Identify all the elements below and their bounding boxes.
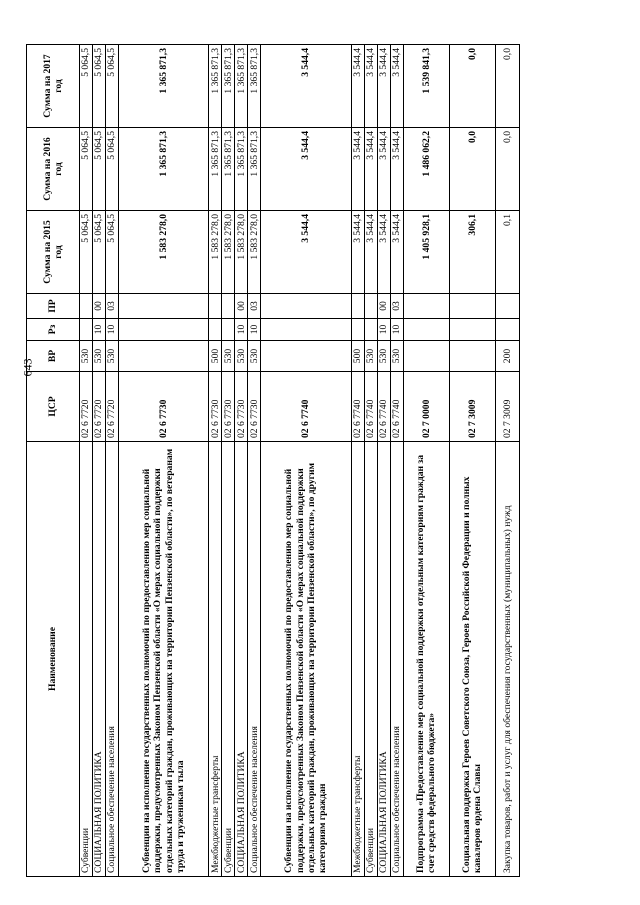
cell-2016: 1 365 871,3 <box>119 128 209 211</box>
cell-rz: 10 <box>106 319 119 341</box>
budget-table <box>26 44 520 877</box>
cell-csr: 02 6 7720 <box>80 372 93 442</box>
cell-csr: 02 6 7720 <box>93 372 106 442</box>
table-row <box>261 45 351 877</box>
cell-name: Межбюджетные трансферты <box>351 442 364 877</box>
cell-2015: 5 064,5 <box>106 211 119 294</box>
cell-2017: 3 544,4 <box>351 45 364 128</box>
cell-2017: 5 064,5 <box>106 45 119 128</box>
table-row <box>235 45 248 877</box>
cell-vr: 530 <box>106 341 119 372</box>
header-name: Наименование <box>27 442 80 877</box>
header-2015: Сумма на 2015 год <box>27 211 80 294</box>
cell-vr: 530 <box>377 341 390 372</box>
cell-2017: 1 365 871,3 <box>235 45 248 128</box>
cell-2015: 1 583 278,0 <box>209 211 222 294</box>
table-row <box>106 45 119 877</box>
cell-vr <box>261 341 351 372</box>
cell-pr: 03 <box>248 294 261 319</box>
cell-2016: 3 544,4 <box>364 128 377 211</box>
cell-pr <box>119 294 209 319</box>
cell-2017: 1 365 871,3 <box>222 45 235 128</box>
cell-2017: 1 365 871,3 <box>119 45 209 128</box>
cell-rz <box>80 319 93 341</box>
cell-2015: 0,1 <box>495 211 519 294</box>
cell-2016: 5 064,5 <box>80 128 93 211</box>
cell-pr: 03 <box>106 294 119 319</box>
cell-2017: 1 365 871,3 <box>209 45 222 128</box>
cell-name: СОЦИАЛЬНАЯ ПОЛИТИКА <box>235 442 248 877</box>
cell-2016: 3 544,4 <box>261 128 351 211</box>
cell-pr: 00 <box>377 294 390 319</box>
cell-csr: 02 7 3009 <box>495 372 519 442</box>
header-csr: ЦСР <box>27 372 80 442</box>
table-row <box>209 45 222 877</box>
cell-pr: 03 <box>390 294 403 319</box>
cell-name: СОЦИАЛЬНАЯ ПОЛИТИКА <box>377 442 390 877</box>
cell-pr <box>222 294 235 319</box>
cell-vr: 530 <box>93 341 106 372</box>
cell-vr: 530 <box>364 341 377 372</box>
cell-csr: 02 6 7720 <box>106 372 119 442</box>
cell-vr <box>119 341 209 372</box>
cell-2016: 3 544,4 <box>377 128 390 211</box>
cell-vr <box>449 341 495 372</box>
cell-name: Субвенции <box>364 442 377 877</box>
cell-vr: 530 <box>222 341 235 372</box>
cell-rz <box>119 319 209 341</box>
cell-vr: 530 <box>80 341 93 372</box>
cell-rz <box>495 319 519 341</box>
cell-rz <box>403 319 449 341</box>
cell-2016: 5 064,5 <box>93 128 106 211</box>
cell-name: Межбюджетные трансферты <box>209 442 222 877</box>
cell-pr: 00 <box>93 294 106 319</box>
cell-csr: 02 6 7730 <box>235 372 248 442</box>
cell-rz <box>449 319 495 341</box>
header-rz: Рз <box>27 319 80 341</box>
cell-vr: 200 <box>495 341 519 372</box>
table-row <box>403 45 449 877</box>
cell-2017: 0,0 <box>449 45 495 128</box>
cell-2017: 3 544,4 <box>261 45 351 128</box>
cell-2015: 1 583 278,0 <box>248 211 261 294</box>
cell-csr: 02 6 7740 <box>390 372 403 442</box>
cell-name: Социальное обеспечение населения <box>390 442 403 877</box>
cell-2015: 1 583 278,0 <box>119 211 209 294</box>
cell-name: Субвенции на исполнение государственных полномочий по предоставлению мер социальной поддержки, предусмотренных Законом Пензенской области «О мерах социальной поддержки отдельных категорий граждан, проживающих на территории Пензенской области», по другим категориям граждан <box>261 442 351 877</box>
cell-rz <box>364 319 377 341</box>
cell-vr <box>403 341 449 372</box>
cell-2015: 3 544,4 <box>261 211 351 294</box>
cell-2016: 3 544,4 <box>390 128 403 211</box>
cell-rz <box>222 319 235 341</box>
cell-2016: 1 486 062,2 <box>403 128 449 211</box>
cell-rz <box>351 319 364 341</box>
cell-name: Субвенции на исполнение государственных полномочий по предоставлению мер социальной поддержки, предусмотренных Законом Пензенской области «О мерах социальной поддержки отдельных категорий граждан, проживающих на территории Пензенской области», по ветеранам труда и труженикам тыла <box>119 442 209 877</box>
cell-2017: 0,0 <box>495 45 519 128</box>
table-row <box>119 45 209 877</box>
cell-2016: 1 365 871,3 <box>235 128 248 211</box>
cell-csr: 02 6 7740 <box>261 372 351 442</box>
table-row <box>222 45 235 877</box>
cell-2017: 1 365 871,3 <box>248 45 261 128</box>
cell-pr <box>261 294 351 319</box>
cell-2017: 5 064,5 <box>80 45 93 128</box>
cell-2016: 5 064,5 <box>106 128 119 211</box>
table-row <box>377 45 390 877</box>
cell-2015: 5 064,5 <box>93 211 106 294</box>
table-row <box>351 45 364 877</box>
cell-vr: 530 <box>248 341 261 372</box>
cell-name: Подпрограмма «Предоставление мер социальной поддержки отдельным категориям граждан за счет средств федерального бюджета» <box>403 442 449 877</box>
cell-2015: 1 583 278,0 <box>235 211 248 294</box>
cell-pr <box>495 294 519 319</box>
cell-2016: 3 544,4 <box>351 128 364 211</box>
cell-vr: 500 <box>351 341 364 372</box>
cell-2016: 0,0 <box>449 128 495 211</box>
header-vr: ВР <box>27 341 80 372</box>
cell-2017: 3 544,4 <box>390 45 403 128</box>
cell-name: Субвенции <box>80 442 93 877</box>
cell-vr: 500 <box>209 341 222 372</box>
cell-name: Социальное обеспечение населения <box>106 442 119 877</box>
cell-rz: 10 <box>93 319 106 341</box>
cell-2016: 1 365 871,3 <box>222 128 235 211</box>
table-row <box>248 45 261 877</box>
cell-name: СОЦИАЛЬНАЯ ПОЛИТИКА <box>93 442 106 877</box>
cell-rz: 10 <box>377 319 390 341</box>
table-row <box>364 45 377 877</box>
cell-2015: 1 583 278,0 <box>222 211 235 294</box>
cell-2015: 306,1 <box>449 211 495 294</box>
cell-rz: 10 <box>248 319 261 341</box>
cell-csr: 02 6 7740 <box>377 372 390 442</box>
page-number: 643 <box>20 358 35 377</box>
cell-rz <box>209 319 222 341</box>
table-row <box>449 45 495 877</box>
table-row <box>390 45 403 877</box>
cell-2015: 3 544,4 <box>351 211 364 294</box>
cell-2016: 1 365 871,3 <box>248 128 261 211</box>
cell-2015: 3 544,4 <box>377 211 390 294</box>
cell-csr: 02 6 7730 <box>209 372 222 442</box>
cell-rz <box>261 319 351 341</box>
cell-pr <box>351 294 364 319</box>
cell-pr <box>209 294 222 319</box>
cell-pr <box>449 294 495 319</box>
cell-2015: 5 064,5 <box>80 211 93 294</box>
table-row <box>495 45 519 877</box>
cell-2015: 1 405 928,1 <box>403 211 449 294</box>
cell-name: Социальное обеспечение населения <box>248 442 261 877</box>
cell-csr: 02 6 7730 <box>222 372 235 442</box>
cell-csr: 02 6 7740 <box>351 372 364 442</box>
cell-csr: 02 6 7740 <box>364 372 377 442</box>
cell-name: Субвенции <box>222 442 235 877</box>
cell-csr: 02 6 7730 <box>119 372 209 442</box>
cell-2015: 3 544,4 <box>390 211 403 294</box>
cell-vr: 530 <box>390 341 403 372</box>
cell-vr: 530 <box>235 341 248 372</box>
cell-2015: 3 544,4 <box>364 211 377 294</box>
table-row <box>93 45 106 877</box>
cell-2017: 3 544,4 <box>377 45 390 128</box>
cell-name: Социальная поддержка Героев Советского Союза, Героев Российской Федерации и полных кавалеров ордена Славы <box>449 442 495 877</box>
cell-2017: 1 539 841,3 <box>403 45 449 128</box>
cell-rz: 10 <box>235 319 248 341</box>
cell-2016: 0,0 <box>495 128 519 211</box>
cell-2017: 3 544,4 <box>364 45 377 128</box>
cell-name: Закупка товаров, работ и услуг для обеспечения государственных (муниципальных) нужд <box>495 442 519 877</box>
cell-csr: 02 7 3009 <box>449 372 495 442</box>
cell-2017: 5 064,5 <box>93 45 106 128</box>
cell-rz: 10 <box>390 319 403 341</box>
table-row <box>80 45 93 877</box>
cell-pr <box>80 294 93 319</box>
cell-pr <box>403 294 449 319</box>
header-2016: Сумма на 2016 год <box>27 128 80 211</box>
cell-pr <box>364 294 377 319</box>
header-row <box>27 45 80 877</box>
cell-csr: 02 6 7730 <box>248 372 261 442</box>
rotated-table-container <box>26 45 520 877</box>
cell-csr: 02 7 0000 <box>403 372 449 442</box>
cell-2016: 1 365 871,3 <box>209 128 222 211</box>
header-pr: ПР <box>27 294 80 319</box>
header-2017: Сумма на 2017 год <box>27 45 80 128</box>
cell-pr: 00 <box>235 294 248 319</box>
